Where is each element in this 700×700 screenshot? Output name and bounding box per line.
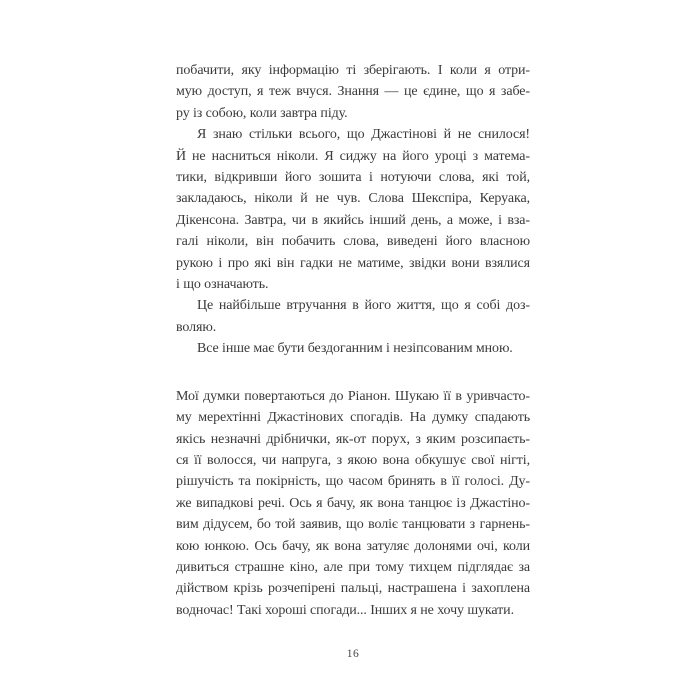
text-line: воляю. [176,319,217,335]
text-line: Й не насниться ніколи. Я сиджу на його уроці з матема- [176,148,530,164]
text-line: водночас! Такі хороші спогади... Інших я не хочу шукати. [176,602,514,618]
text-line: Дікенсона. Завтра, чи в якийсь інший день, а може, і вза- [176,212,530,228]
text-line: рукою і про які він гадки не матиме, звідки вони взялися [176,255,530,271]
text-line: ру із собою, коли завтра піду. [176,105,348,121]
paragraph [176,60,530,124]
text-line: тики, відкривши його зошита і нотуючи слова, які той, [176,170,530,186]
paragraph [176,124,530,295]
text-line: же випадкові речі. Ось я бачу, як вона танцює із Джастіно- [176,495,530,511]
text-line: дивиться страшне кіно, але при тому тихцем підглядає за [176,559,530,575]
text-line: ся її волосся, чи напруга, з якою вона обкушує свої нігті, [176,452,530,468]
text-line: і що означають. [176,277,269,293]
text-column [176,60,530,621]
text-section [176,60,530,360]
text-line: Це найбільше втручання в його життя, що я собі доз- [197,298,530,314]
text-line: Мої думки повертаються до Ріанон. Шукаю її в уривчасто- [176,388,530,404]
text-line: мую доступ, я теж вчуся. Знання — це єдине, що я забе- [176,84,530,100]
text-line: рішучість та покірність, що часом бринять в її голосі. Ду- [176,474,530,490]
text-line: Я знаю стільки всього, що Джастінові й не снилося! [197,127,530,143]
page-number: 16 [346,648,360,660]
text-line: кою юнкою. Ось бачу, як вона затуляє долонями очі, коли [176,538,530,554]
text-line: галі ніколи, він побачить слова, виведені його власною [176,234,530,250]
text-line: Все інше має бути бездоганним і незіпсованим мною. [197,341,513,357]
text-line: якісь незначні дрібнички, як-от порух, з яким розсипаєть- [176,431,530,447]
text-line: побачити, яку інформацію ті зберігають. І коли я отри- [176,63,530,78]
paragraph [176,295,530,338]
paragraph [176,386,530,621]
text-line: закладаюсь, ніколи й не чув. Слова Шекспіра, Керуака, [176,191,530,207]
text-section [176,386,530,621]
text-line: дійством крізь розчепірені пальці, настрашена і захоплена [176,581,530,597]
text-line: вим дідусем, бо той заявив, що воліє танцювати з гарнень- [176,517,530,533]
paragraph [176,338,530,359]
text-line: му мерехтінні Джастінових спогадів. На думку спадають [176,410,530,426]
